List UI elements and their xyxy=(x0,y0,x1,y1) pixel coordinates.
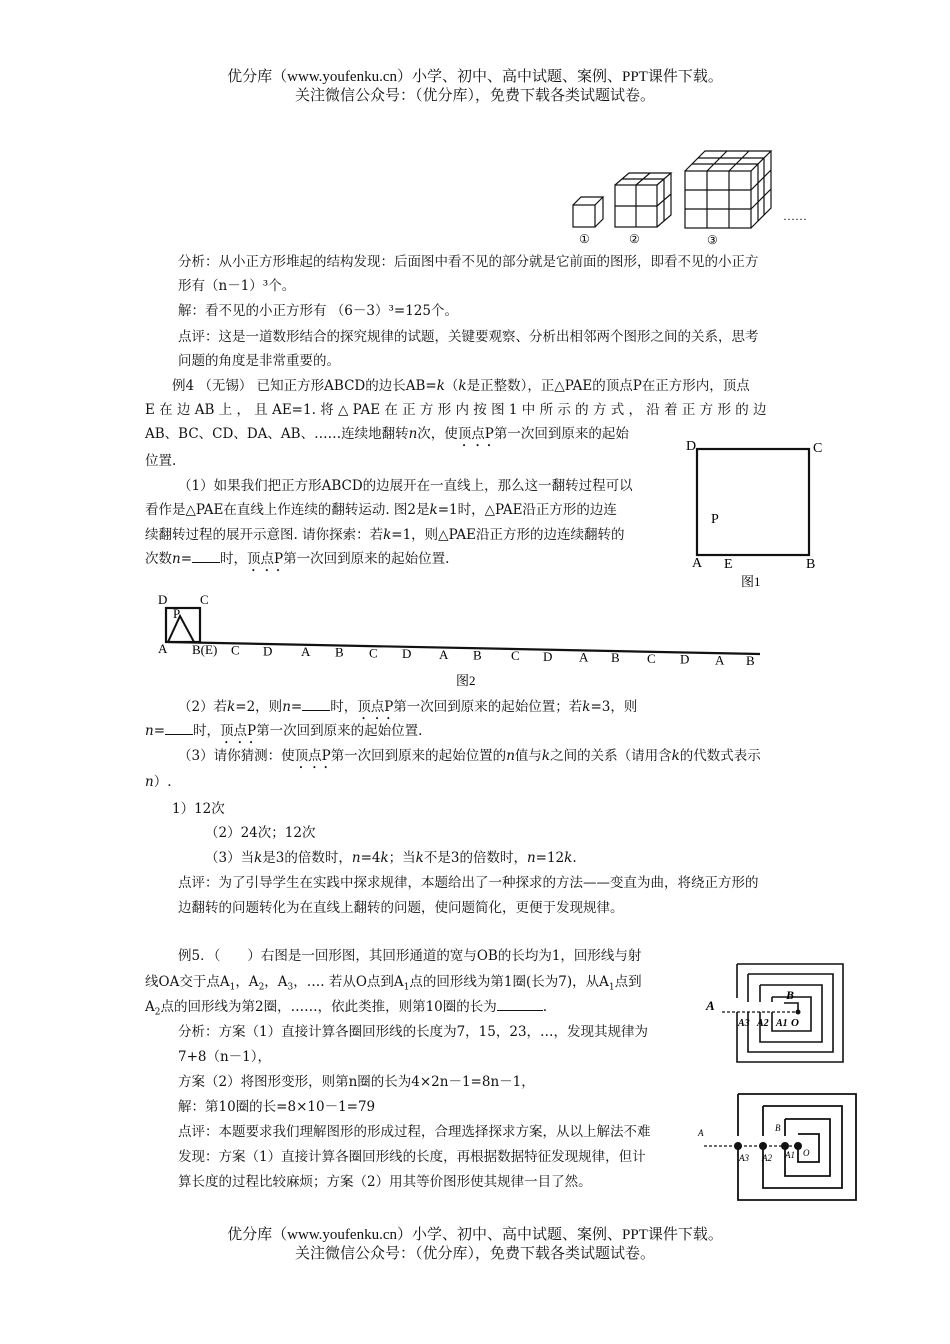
spiral-top-label-a1: A1 xyxy=(776,1018,788,1029)
fig2-bottom-label: D xyxy=(402,646,412,661)
example4-comment-1: 点评：为了引导学生在实践中探求规律，本题给出了一种探求的方法——变直为曲，将绕正方形的 xyxy=(178,875,759,891)
spiral-bottom-label-b: B xyxy=(775,1123,781,1133)
example5-line-2: 线OA交于点$A_1$，$A_2$，$A_3$，…. 若从O点到$A_1$点的回形线为第1圈(长为7)，从$A_1$点到 xyxy=(145,974,642,993)
fig2-bottom-label: B xyxy=(473,647,482,663)
fig2-bottom-label: C xyxy=(231,642,240,658)
question2-line-1: （2）若k=2，则n= 时，顶点P第一次回到原来的起始位置；若k=3，则 xyxy=(178,699,638,715)
header-line-1: 优分库（www.youfenku.cn）小学、初中、高中试题、案例、PPT课件下载。 xyxy=(227,69,723,85)
fig2-bottom-label: B xyxy=(335,644,344,660)
question1-line-1: （1）如果我们把正方形ABCD的边展开在一直线上，那么这一翻转过程可以 xyxy=(178,478,633,494)
analysis-line-1: 分析：从小正方形堆起的结构发现：后面图中看不见的部分就是它前面的图形，即看不见的小正方 xyxy=(178,254,759,270)
fig2-bottom-label: D xyxy=(543,648,553,664)
question1-line-4: 次数n= 时，顶点P第一次回到原来的起始位置. xyxy=(145,551,450,567)
fig2-label-p: P xyxy=(173,606,181,621)
fig1-caption: 图1 xyxy=(741,574,761,589)
example5-comment-2: 发现：方案（1）直接计算各圈回形线的长度，再根据数据特征发现规律，但计 xyxy=(178,1149,646,1165)
spiral-bottom-label-a2: A2 xyxy=(762,1153,772,1163)
example5-solution: 解：第10圈的长=8×10－1=79 xyxy=(178,1099,376,1115)
example4-line-4: 位置. xyxy=(145,453,177,469)
fig2-bottom-label: C xyxy=(369,645,378,661)
fig2-caption: 图2 xyxy=(456,673,476,688)
cube-label-1: ① xyxy=(579,232,590,246)
spiral-figure-top xyxy=(700,958,850,1070)
fig2-bottom-label: B xyxy=(611,650,620,666)
figure-1 xyxy=(680,432,830,592)
example5-line-3: $A_2$点的回形线为第2圈，……，依此类推，则第10圈的长为 . xyxy=(145,999,548,1018)
spiral-top-label-b: B xyxy=(786,988,795,1002)
example4-line-2: E 在 边 AB 上 ， 且 AE=1. 将 △ PAE 在 正 方 形 内 按 图 1 中 所 示 的 方 式 ， 沿 着 正 方 形 的 边 xyxy=(145,402,767,418)
fig2-bottom-label: A xyxy=(715,652,725,668)
fig2-label-d: D xyxy=(158,592,168,607)
spiral-top-label-a2: A2 xyxy=(757,1018,769,1029)
cube-label-3: ③ xyxy=(707,233,718,247)
comment-line-1: 点评：这是一道数形结合的探究规律的试题，关键要观察、分析出相邻两个图形之间的关系，思考 xyxy=(178,329,759,345)
spiral-bottom-label-a3: A3 xyxy=(739,1153,749,1163)
question3-line-2: n）. xyxy=(145,774,172,790)
example5-analysis-2: 7+8（n－1）， xyxy=(178,1049,272,1065)
question1-line-3: 续翻转过程的展开示意图. 请你探索：若k=1，则△PAE沿正方形的边连续翻转的 xyxy=(145,527,625,543)
spiral-bottom-label-a1: A1 xyxy=(785,1150,795,1160)
cube-ellipsis: …… xyxy=(783,209,807,223)
example5-line-1: 例5．（ ）右图是一回形图，其回形通道的宽与OB的长均为1，回形线与射 xyxy=(178,948,642,964)
solution-line: 解：看不见的小正方形有 （6－3）³=125个。 xyxy=(178,303,458,319)
question2-line-2: n= 时，顶点P第一次回到原来的起始位置. xyxy=(145,723,423,739)
fig1-label-b: B xyxy=(806,557,816,572)
fig2-bottom-label: A xyxy=(158,641,168,657)
footer-line-2: 关注微信公众号：（优分库），免费下载各类试题试卷。 xyxy=(294,1246,655,1262)
example5-comment-3: 算长度的过程比较麻烦；方案（2）用其等价图形使其规律一目了然。 xyxy=(178,1174,592,1190)
fig2-bottom-label: B xyxy=(746,652,755,668)
example4-comment-2: 边翻转的问题转化为在直线上翻转的问题，使问题简化，更便于发现规律。 xyxy=(178,900,624,916)
fig2-bottom-label: A xyxy=(301,644,311,659)
cubes-figure xyxy=(565,145,825,250)
fig1-label-c: C xyxy=(813,441,823,456)
spiral-bottom-label-a: A xyxy=(698,1128,704,1138)
spiral-figure-bottom xyxy=(690,1088,860,1206)
fig2-bottom-label: B(E) xyxy=(192,641,218,657)
question3-line-1: （3）请你猜测：使顶点P第一次回到原来的起始位置的n值与k之间的关系（请用含k的代数式表示 xyxy=(178,748,761,764)
example5-comment-1: 点评：本题要求我们理解图形的形成过程，合理选择探求方案，从以上解法不难 xyxy=(178,1124,651,1140)
answer-1: 1）12次 xyxy=(172,801,225,817)
example4-line-1: 例4 （无锡） 已知正方形ABCD的边长AB=k（k是正整数），正△PAE的顶点P在正方形内，顶点 xyxy=(172,378,750,394)
spiral-bottom-label-o: O xyxy=(803,1148,810,1158)
fig1-label-a: A xyxy=(692,556,703,571)
example5-analysis-3: 方案（2）将图形变形，则第n圈的长为4×2n－1=8n－1， xyxy=(178,1074,535,1090)
figure-2 xyxy=(150,588,770,700)
fig2-bottom-label: C xyxy=(511,648,520,664)
fig2-bottom-label: A xyxy=(439,646,449,662)
example5-analysis-1: 分析：方案（1）直接计算各圈回形线的长度为7，15，23，…，发现其规律为 xyxy=(178,1024,649,1040)
fig2-label-c: C xyxy=(200,592,209,607)
header-line-2: 关注微信公众号：（优分库），免费下载各类试题试卷。 xyxy=(294,88,655,104)
fig1-label-p: P xyxy=(711,512,719,527)
question1-line-2: 看作是△PAE在直线上作连续的翻转运动. 图2是k=1时，△PAE沿正方形的边连 xyxy=(145,502,617,518)
spiral-top-label-a: A xyxy=(706,998,715,1013)
example4-line-3: AB、BC、CD、DA、AB、……连续地翻转n次，使顶点P第一次回到原来的起始 xyxy=(145,426,629,442)
comment-line-2: 问题的角度是非常重要的。 xyxy=(178,353,340,369)
fig1-label-e: E xyxy=(724,557,733,572)
analysis-line-2: 形有（n－1）³个。 xyxy=(178,278,296,294)
fig2-bottom-label: A xyxy=(579,649,589,665)
footer-line-1: 优分库（www.youfenku.cn）小学、初中、高中试题、案例、PPT课件下载。 xyxy=(227,1227,723,1243)
cube-label-2: ② xyxy=(629,232,640,246)
spiral-top-label-o: O xyxy=(791,1017,799,1029)
fig1-label-d: D xyxy=(686,439,697,454)
spiral-top-label-a3: A3 xyxy=(738,1018,750,1029)
fig2-bottom-label: D xyxy=(263,643,273,659)
fig2-bottom-label: C xyxy=(647,650,656,666)
fig2-bottom-label: D xyxy=(680,651,690,667)
answer-2: （2）24次；12次 xyxy=(205,825,316,841)
answer-3: （3）当k是3的倍数时，n=4k；当k不是3的倍数时，n=12k. xyxy=(205,850,577,866)
